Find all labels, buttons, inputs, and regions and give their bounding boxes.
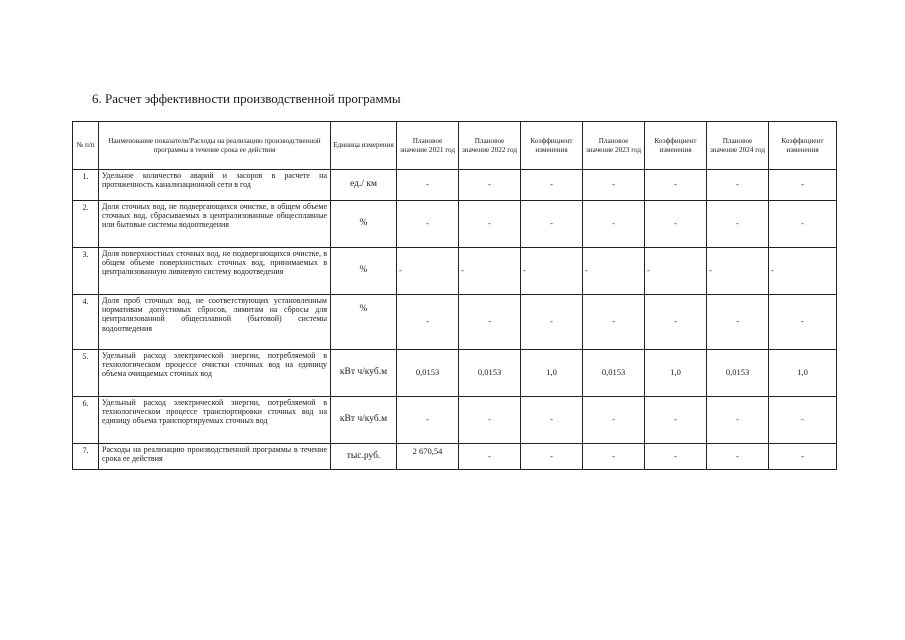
header-plan-2022: Плановое значение 2022 год <box>459 122 521 170</box>
header-unit: Единица измерения <box>331 122 397 170</box>
row-value: - <box>645 170 707 201</box>
row-name: Удельный расход электрической энергии, потребляемой в технологическом процессе очистки сточных вод на единицу объема очищаемых сточных вод <box>99 350 331 397</box>
row-value: - <box>645 397 707 444</box>
row-unit: ед./ км <box>331 170 397 201</box>
row-value: - <box>521 397 583 444</box>
row-value: 0,0153 <box>707 350 769 397</box>
row-value: 1,0 <box>769 350 837 397</box>
table-row <box>73 201 837 248</box>
row-value: - <box>583 201 645 248</box>
row-value: - <box>769 201 837 248</box>
header-plan-2024: Плановое значение 2024 год <box>707 122 769 170</box>
row-value: - <box>769 295 837 350</box>
row-value: - <box>707 444 769 470</box>
table-header-row <box>73 122 837 170</box>
row-number: 4. <box>73 295 99 350</box>
row-number: 7. <box>73 444 99 470</box>
row-value: - <box>707 397 769 444</box>
row-value: - <box>645 248 707 295</box>
header-name: Наименование показателя/Расходы на реализацию производственной программы в течение срока ее действия <box>99 122 331 170</box>
row-value: - <box>521 248 583 295</box>
row-value: - <box>459 248 521 295</box>
page-title: 6. Расчет эффективности производственной программы <box>92 91 401 106</box>
row-number: 3. <box>73 248 99 295</box>
header-coef-2023: Коэффициент изменения <box>645 122 707 170</box>
row-value: - <box>707 248 769 295</box>
row-value: - <box>645 295 707 350</box>
row-value: - <box>397 170 459 201</box>
table-row <box>73 397 837 444</box>
row-value: - <box>769 444 837 470</box>
row-value: 1,0 <box>645 350 707 397</box>
row-value: - <box>583 170 645 201</box>
header-plan-2023: Плановое значение 2023 год <box>583 122 645 170</box>
row-name: Доля проб сточных вод, не соответствующих установленным нормативам допустимых сбросов, лимитам на сбросы для централизованной общесплавной (бытовой) системы водоотведения <box>99 295 331 350</box>
table-row <box>73 248 837 295</box>
row-value: 2 670,54 <box>397 444 459 470</box>
row-value: - <box>769 170 837 201</box>
header-coef-2022: Коэффициент изменения <box>521 122 583 170</box>
header-plan-2021: Плановое значение 2021 год <box>397 122 459 170</box>
row-unit: кВт ч/куб.м <box>331 397 397 444</box>
row-name: Расходы на реализацию производственной программы в течение срока ее действия <box>99 444 331 470</box>
row-value: - <box>521 201 583 248</box>
row-value: 1,0 <box>521 350 583 397</box>
row-value: - <box>707 201 769 248</box>
row-name: Удельное количество аварий и засоров в расчете на протяженность канализационной сети в год <box>99 170 331 201</box>
row-value: 0,0153 <box>397 350 459 397</box>
row-value: - <box>769 248 837 295</box>
row-value: - <box>397 295 459 350</box>
row-value: - <box>459 170 521 201</box>
row-value: 0,0153 <box>583 350 645 397</box>
row-name: Доля поверхностных сточных вод, не подвергающихся очистке, в общем объеме поверхностных сточных вод, принимаемых в централизованную ливневую систему водоотведения <box>99 248 331 295</box>
row-value: - <box>583 444 645 470</box>
row-value: - <box>583 248 645 295</box>
row-number: 2. <box>73 201 99 248</box>
row-value: - <box>397 397 459 444</box>
row-name: Удельный расход электрической энергии, потребляемой в технологическом процессе транспортировки сточных вод на единицу объема транспортируемых сточных вод <box>99 397 331 444</box>
row-value: - <box>459 201 521 248</box>
row-value: - <box>645 201 707 248</box>
row-number: 1. <box>73 170 99 201</box>
row-value: - <box>521 444 583 470</box>
row-unit: тыс.руб. <box>331 444 397 470</box>
row-value: - <box>707 170 769 201</box>
row-unit: % <box>331 295 397 350</box>
row-number: 6. <box>73 397 99 444</box>
table-row <box>73 170 837 201</box>
header-coef-2024: Коэффициент изменения <box>769 122 837 170</box>
row-value: - <box>707 295 769 350</box>
table-row <box>73 350 837 397</box>
header-num: № п/п <box>73 122 99 170</box>
row-value: - <box>397 248 459 295</box>
row-unit: кВт ч/куб.м <box>331 350 397 397</box>
row-value: - <box>583 295 645 350</box>
row-number: 5. <box>73 350 99 397</box>
row-unit: % <box>331 248 397 295</box>
row-name: Доля сточных вод, не подвергающихся очистке, в общем объеме сточных вод, сбрасываемых в централизованные общесплавные или бытовые системы водоотведения <box>99 201 331 248</box>
row-value: - <box>521 295 583 350</box>
row-value: - <box>459 295 521 350</box>
row-value: - <box>583 397 645 444</box>
row-value: - <box>459 397 521 444</box>
row-value: - <box>769 397 837 444</box>
row-value: - <box>521 170 583 201</box>
row-value: 0,0153 <box>459 350 521 397</box>
row-value: - <box>397 201 459 248</box>
table-row <box>73 444 837 470</box>
row-value: - <box>459 444 521 470</box>
row-value: - <box>645 444 707 470</box>
row-unit: % <box>331 201 397 248</box>
table-row <box>73 295 837 350</box>
efficiency-table <box>72 121 837 470</box>
